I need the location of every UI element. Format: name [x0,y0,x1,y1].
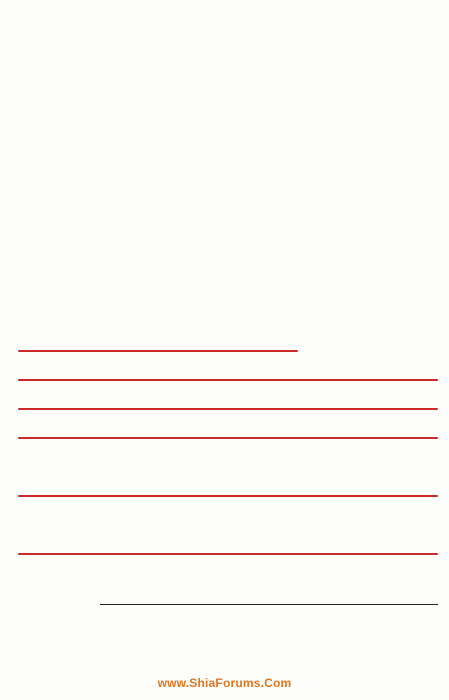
text-line-17-underlined [18,470,438,499]
red-underline-mark [18,495,438,497]
text-line-14-underlined [18,383,438,412]
text-line-18 [18,499,438,528]
main-text-block [18,6,438,654]
text-line-7 [18,180,438,209]
footnote-line-2 [18,638,438,664]
text-line-5 [18,122,438,151]
red-underline-mark [18,553,438,555]
text-line-19-underlined [18,528,438,557]
paragraph-gap [18,586,438,596]
footnote-divider [100,604,438,605]
text-line-8 [18,209,438,238]
text-line-12-underlined [18,325,438,354]
text-line-11 [18,296,438,325]
text-line-3 [18,64,438,93]
text-line-2 [18,35,438,64]
text-line-16 [18,441,438,470]
text-line-4 [18,93,438,122]
text-line-15-underlined [18,412,438,441]
text-line-13-underlined [18,354,438,383]
text-line-9 [18,238,438,267]
footnote-line-1 [18,612,438,638]
red-underline-mark [18,350,298,352]
red-underline-mark [18,408,438,410]
red-underline-mark [18,379,438,381]
footer-url-link[interactable]: www.ShiaForums.Com [157,676,292,690]
text-line-10 [18,267,438,296]
red-underline-mark [18,437,438,439]
text-line-1 [18,6,438,35]
text-line-20 [18,557,438,586]
footnote-block [18,612,438,664]
text-line-6 [18,151,438,180]
